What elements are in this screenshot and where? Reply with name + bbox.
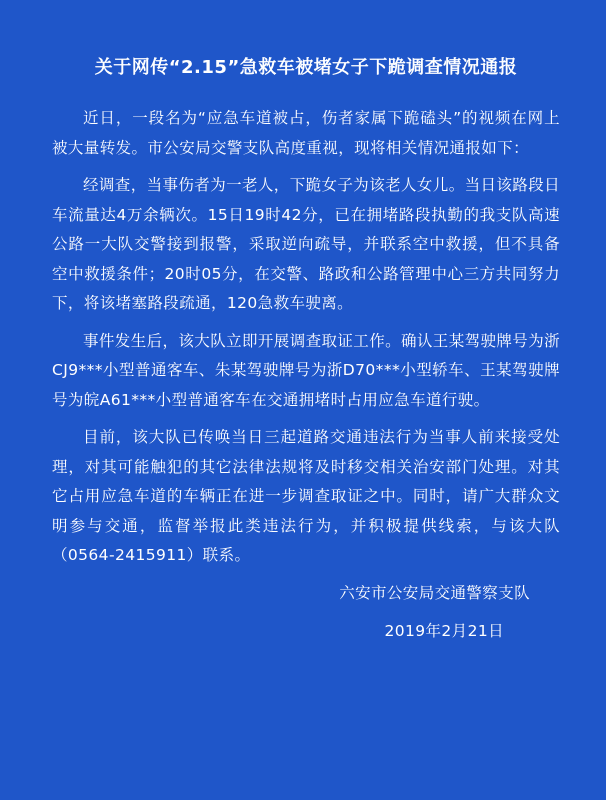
issue-date: 2019年2月21日 (384, 621, 504, 640)
issuer-signature: 六安市公安局交通警察支队 (339, 583, 530, 602)
paragraph-intro: 近日，一段名为“应急车道被占，伤者家属下跪磕头”的视频在网上被大量转发。市公安局交警支队高度重视，现将相关情况通报如下： (52, 109, 560, 157)
paragraph-investigation: 经调查，当事伤者为一老人，下跪女子为该老人女儿。当日该路段日车流量达4万余辆次。15日19时42分，已在拥堵路段执勤的我支队高速公路一大队交警接到报警，采取逆向疏导，并联系空中救援，但不具备空中救援条件；20时05分，在交警、路政和公路管理中心三方共同努力下，将该堵塞路段疏通，120急救车驶离。 (52, 176, 561, 312)
notice-title: 关于网传“2.15”急救车被堵女子下跪调查情况通报 (94, 57, 518, 78)
paragraph-evidence: 事件发生后，该大队立即开展调查取证工作。确认王某驾驶牌号为浙CJ9***小型普通客车、朱某驾驶牌号为浙D70***小型轿车、王某驾驶牌号为皖A61***小型普通客车在交通拥堵时占用应急车道行驶。 (52, 331, 561, 409)
paragraph-handling: 目前，该大队已传唤当日三起道路交通违法行为当事人前来接受处理，对其可能触犯的其它法律法规将及时移交相关治安部门处理。对其它占用应急车道的车辆正在进一步调查取证之中。同时，请广大群众文明参与交通，监督举报此类违法行为，并积极提供线索，与该大队（0564-2415911）联系。 (52, 428, 560, 564)
